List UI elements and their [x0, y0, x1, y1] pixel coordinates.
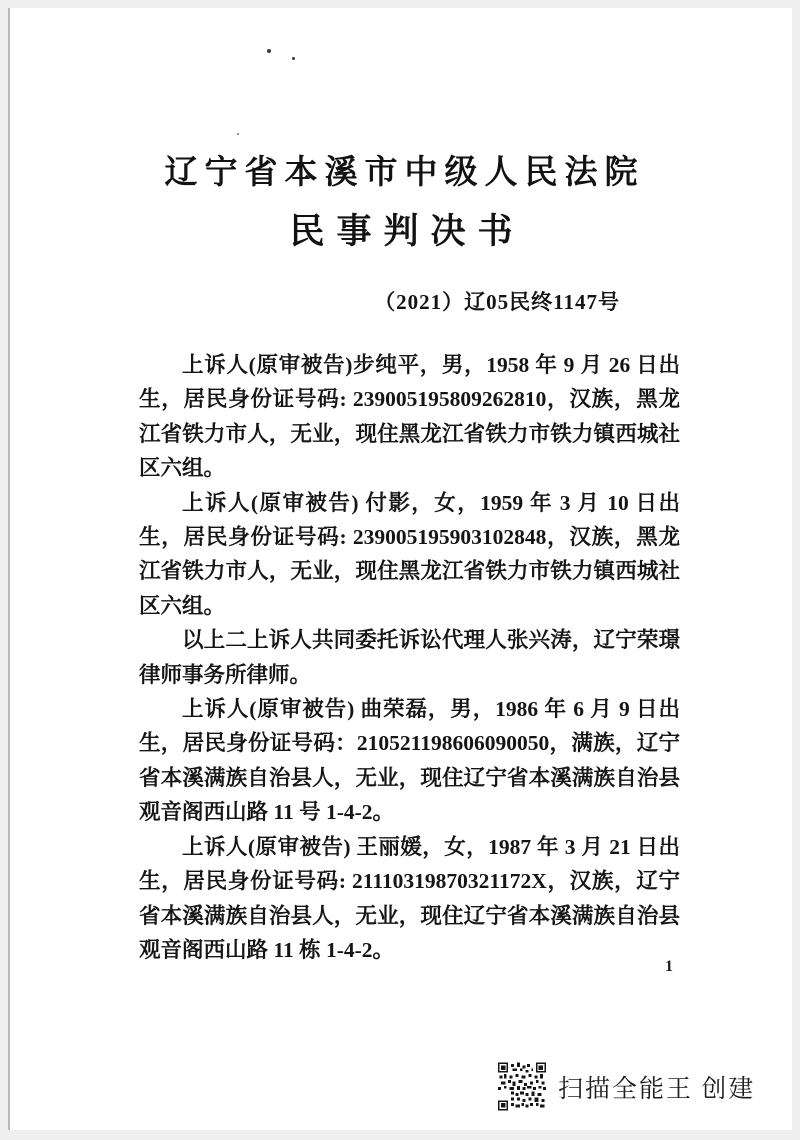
paragraph-appellant-qu-ronglei: 上诉人(原审被告) 曲荣磊，男，1986 年 6 月 9 日出生，居民身份证号码：210521198606090050，满族，辽宁省本溪满族自治县人，无业，现住辽宁省本溪满族自治县观音阁西山路 11 号 1-4-2。	[139, 697, 680, 825]
page-number: 1	[665, 958, 673, 975]
qr-code-icon	[498, 1060, 546, 1113]
paragraph-joint-litigation-agent: 以上二上诉人共同委托诉讼代理人张兴涛，辽宁荣璟律师事务所律师。	[139, 628, 680, 687]
scan-artifact-speck	[292, 57, 295, 60]
document-title: 民事判决书	[289, 212, 525, 251]
scan-artifact-speck	[267, 49, 271, 53]
scan-artifact-speck	[237, 133, 239, 135]
scanner-watermark	[498, 1060, 755, 1113]
document-body	[139, 348, 680, 967]
document-page	[8, 8, 792, 1130]
case-number: （2021）辽05民终1147号	[374, 290, 620, 314]
scanner-watermark-label: 扫描全能王 创建	[558, 1075, 756, 1103]
paragraph-appellant-bu-chunping: 上诉人(原审被告)步纯平，男，1958 年 9 月 26 日出生，居民身份证号码: 239005195809262810，汉族，黑龙江省铁力市人，无业，现住黑龙江省铁力市铁力镇西城社区六组。	[139, 353, 680, 481]
paragraph-appellant-wang-liyuan: 上诉人(原审被告) 王丽媛，女，1987 年 3 月 21 日出生，居民身份证号码: 21110319870321172X，汉族，辽宁省本溪满族自治县人，无业，现住辽宁省本溪满族自治县观音阁西山路 11 栋 1-4-2。	[139, 834, 680, 962]
court-name: 辽宁省本溪市中级人民法院	[164, 155, 645, 191]
paragraph-appellant-fu-ying: 上诉人(原审被告) 付影，女，1959 年 3 月 10 日出生，居民身份证号码: 239005195903102848，汉族，黑龙江省铁力市人，无业，现住黑龙江省铁力市铁力镇西城社区六组。	[139, 490, 680, 618]
